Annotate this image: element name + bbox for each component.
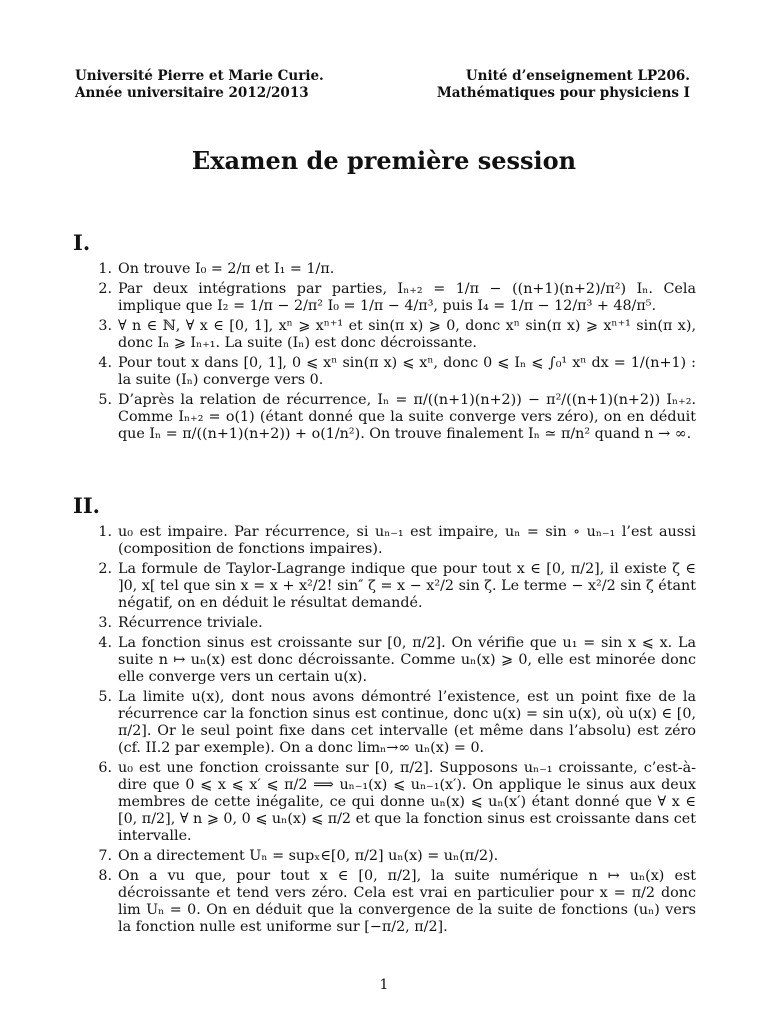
item-number: 4. xyxy=(98,635,112,651)
item-number: 5. xyxy=(98,689,112,705)
list-item xyxy=(78,281,696,315)
section-2-list xyxy=(78,524,696,939)
header-left xyxy=(75,68,324,102)
list-item xyxy=(78,848,696,865)
section-1-list xyxy=(78,261,696,446)
header-right xyxy=(437,68,690,102)
item-number: 1. xyxy=(98,524,112,540)
item-text: Récurrence triviale. xyxy=(118,615,263,631)
list-item xyxy=(78,615,696,632)
item-text: La formule de Taylor-Lagrange indique que pour tout x ∈ [0, π/2], il existe ζ ∈ ]0, x[ tel que sin x = x + x²/2! sin″ ζ = x − x²/2 sin ζ. Le terme − x²/2 sin ζ étant négatif, on en déduit le résultat demandé. xyxy=(118,561,696,611)
page-number: 1 xyxy=(379,977,389,993)
item-text: ∀ n ∈ ℕ, ∀ x ∈ [0, 1], xⁿ ⩾ xⁿ⁺¹ et sin(π x) ⩾ 0, donc xⁿ sin(π x) ⩾ xⁿ⁺¹ sin(π x), donc Iₙ ⩾ Iₙ₊₁. La suite (Iₙ) est donc décroissante. xyxy=(118,318,696,351)
list-item xyxy=(78,318,696,352)
item-number: 3. xyxy=(98,318,112,334)
item-number: 3. xyxy=(98,615,112,631)
list-item xyxy=(78,635,696,686)
item-number: 1. xyxy=(98,261,112,277)
item-text: u₀ est une fonction croissante sur [0, π/2]. Supposons uₙ₋₁ croissante, c’est-à-dire que 0 ⩽ x ⩽ x′ ⩽ π/2 ⟹ uₙ₋₁(x) ⩽ uₙ₋₁(x′). On applique le sinus aux deux membres de cette inégalite, ce qui donne uₙ(x) ⩽ uₙ(x′) étant donné que ∀ x ∈ [0, π/2], ∀ n ⩾ 0, 0 ⩽ uₙ(x) ⩽ π/2 et que la fonction sinus est croissante dans cet intervalle. xyxy=(118,760,696,844)
item-text: On a vu que, pour tout x ∈ [0, π/2], la suite numérique n ↦ uₙ(x) est décroissante et tend vers zéro. Cela est vrai en particulier pour x = π/2 donc lim Uₙ = 0. On en déduit que la convergence de la suite de fonctions (uₙ) vers la fonction nulle est uniforme sur [−π/2, π/2]. xyxy=(118,868,696,935)
item-text: La fonction sinus est croissante sur [0, π/2]. On vérifie que u₁ = sin x ⩽ x. La suite n ↦ uₙ(x) est donc décroissante. Comme uₙ(x) ⩾ 0, elle est minorée donc elle converge vers un certain u(x). xyxy=(118,635,696,685)
item-number: 5. xyxy=(98,392,112,408)
item-text: u₀ est impaire. Par récurrence, si uₙ₋₁ est impaire, uₙ = sin ∘ uₙ₋₁ l’est aussi (composition de fonctions impaires). xyxy=(118,524,696,557)
item-text: La limite u(x), dont nous avons démontré l’existence, est un point fixe de la récurrence car la fonction sinus est continue, donc u(x) = sin u(x), où u(x) ∈ [0, π/2]. Or le seul point fixe dans cet intervalle (et même dans l’absolu) est zéro (cf. II.2 par exemple). On a donc limₙ→∞ uₙ(x) = 0. xyxy=(118,689,696,756)
item-number: 6. xyxy=(98,760,112,776)
list-item xyxy=(78,561,696,612)
item-text: D’après la relation de récurrence, Iₙ = π/((n+1)(n+2)) − π²/((n+1)(n+2)) Iₙ₊₂. Comme Iₙ₊₂ = o(1) (étant donné que la suite converge vers zéro), on en déduit que Iₙ = π/((n+1)(n+2)) + o(1/n²). On trouve finalement Iₙ ≃ π/n² quand n → ∞. xyxy=(118,392,696,442)
list-item xyxy=(78,868,696,936)
list-item xyxy=(78,392,696,443)
university-name: Université Pierre et Marie Curie. xyxy=(75,68,324,84)
list-item xyxy=(78,524,696,558)
item-number: 4. xyxy=(98,355,112,371)
page-title: Examen de première session xyxy=(191,146,577,175)
list-item xyxy=(78,355,696,389)
section-heading-2: II. xyxy=(73,493,100,518)
list-item xyxy=(78,261,696,278)
course-title: Mathématiques pour physiciens I xyxy=(436,85,690,101)
item-text: Pour tout x dans [0, 1], 0 ⩽ xⁿ sin(π x) ⩽ xⁿ, donc 0 ⩽ Iₙ ⩽ ∫₀¹ xⁿ dx = 1/(n+1) : la suite (Iₙ) converge vers 0. xyxy=(118,355,696,388)
item-number: 8. xyxy=(98,868,112,884)
item-text: Par deux intégrations par parties, Iₙ₊₂ = 1/π − ((n+1)(n+2)/π²) Iₙ. Cela implique que I₂ = 1/π − 2/π² I₀ = 1/π − 4/π³, puis I₄ = 1/π − 12/π³ + 48/π⁵. xyxy=(118,281,696,314)
academic-year: Année universitaire 2012/2013 xyxy=(75,85,309,101)
list-item xyxy=(78,689,696,757)
item-number: 2. xyxy=(98,281,112,297)
course-unit: Unité d’enseignement LP206. xyxy=(465,68,690,84)
item-text: On a directement Uₙ = supₓ∈[0, π/2] uₙ(x) = uₙ(π/2). xyxy=(118,848,499,864)
list-item xyxy=(78,760,696,845)
section-heading-1: I. xyxy=(73,230,91,255)
item-number: 7. xyxy=(98,848,112,864)
item-text: On trouve I₀ = 2/π et I₁ = 1/π. xyxy=(118,261,335,277)
item-number: 2. xyxy=(98,561,112,577)
